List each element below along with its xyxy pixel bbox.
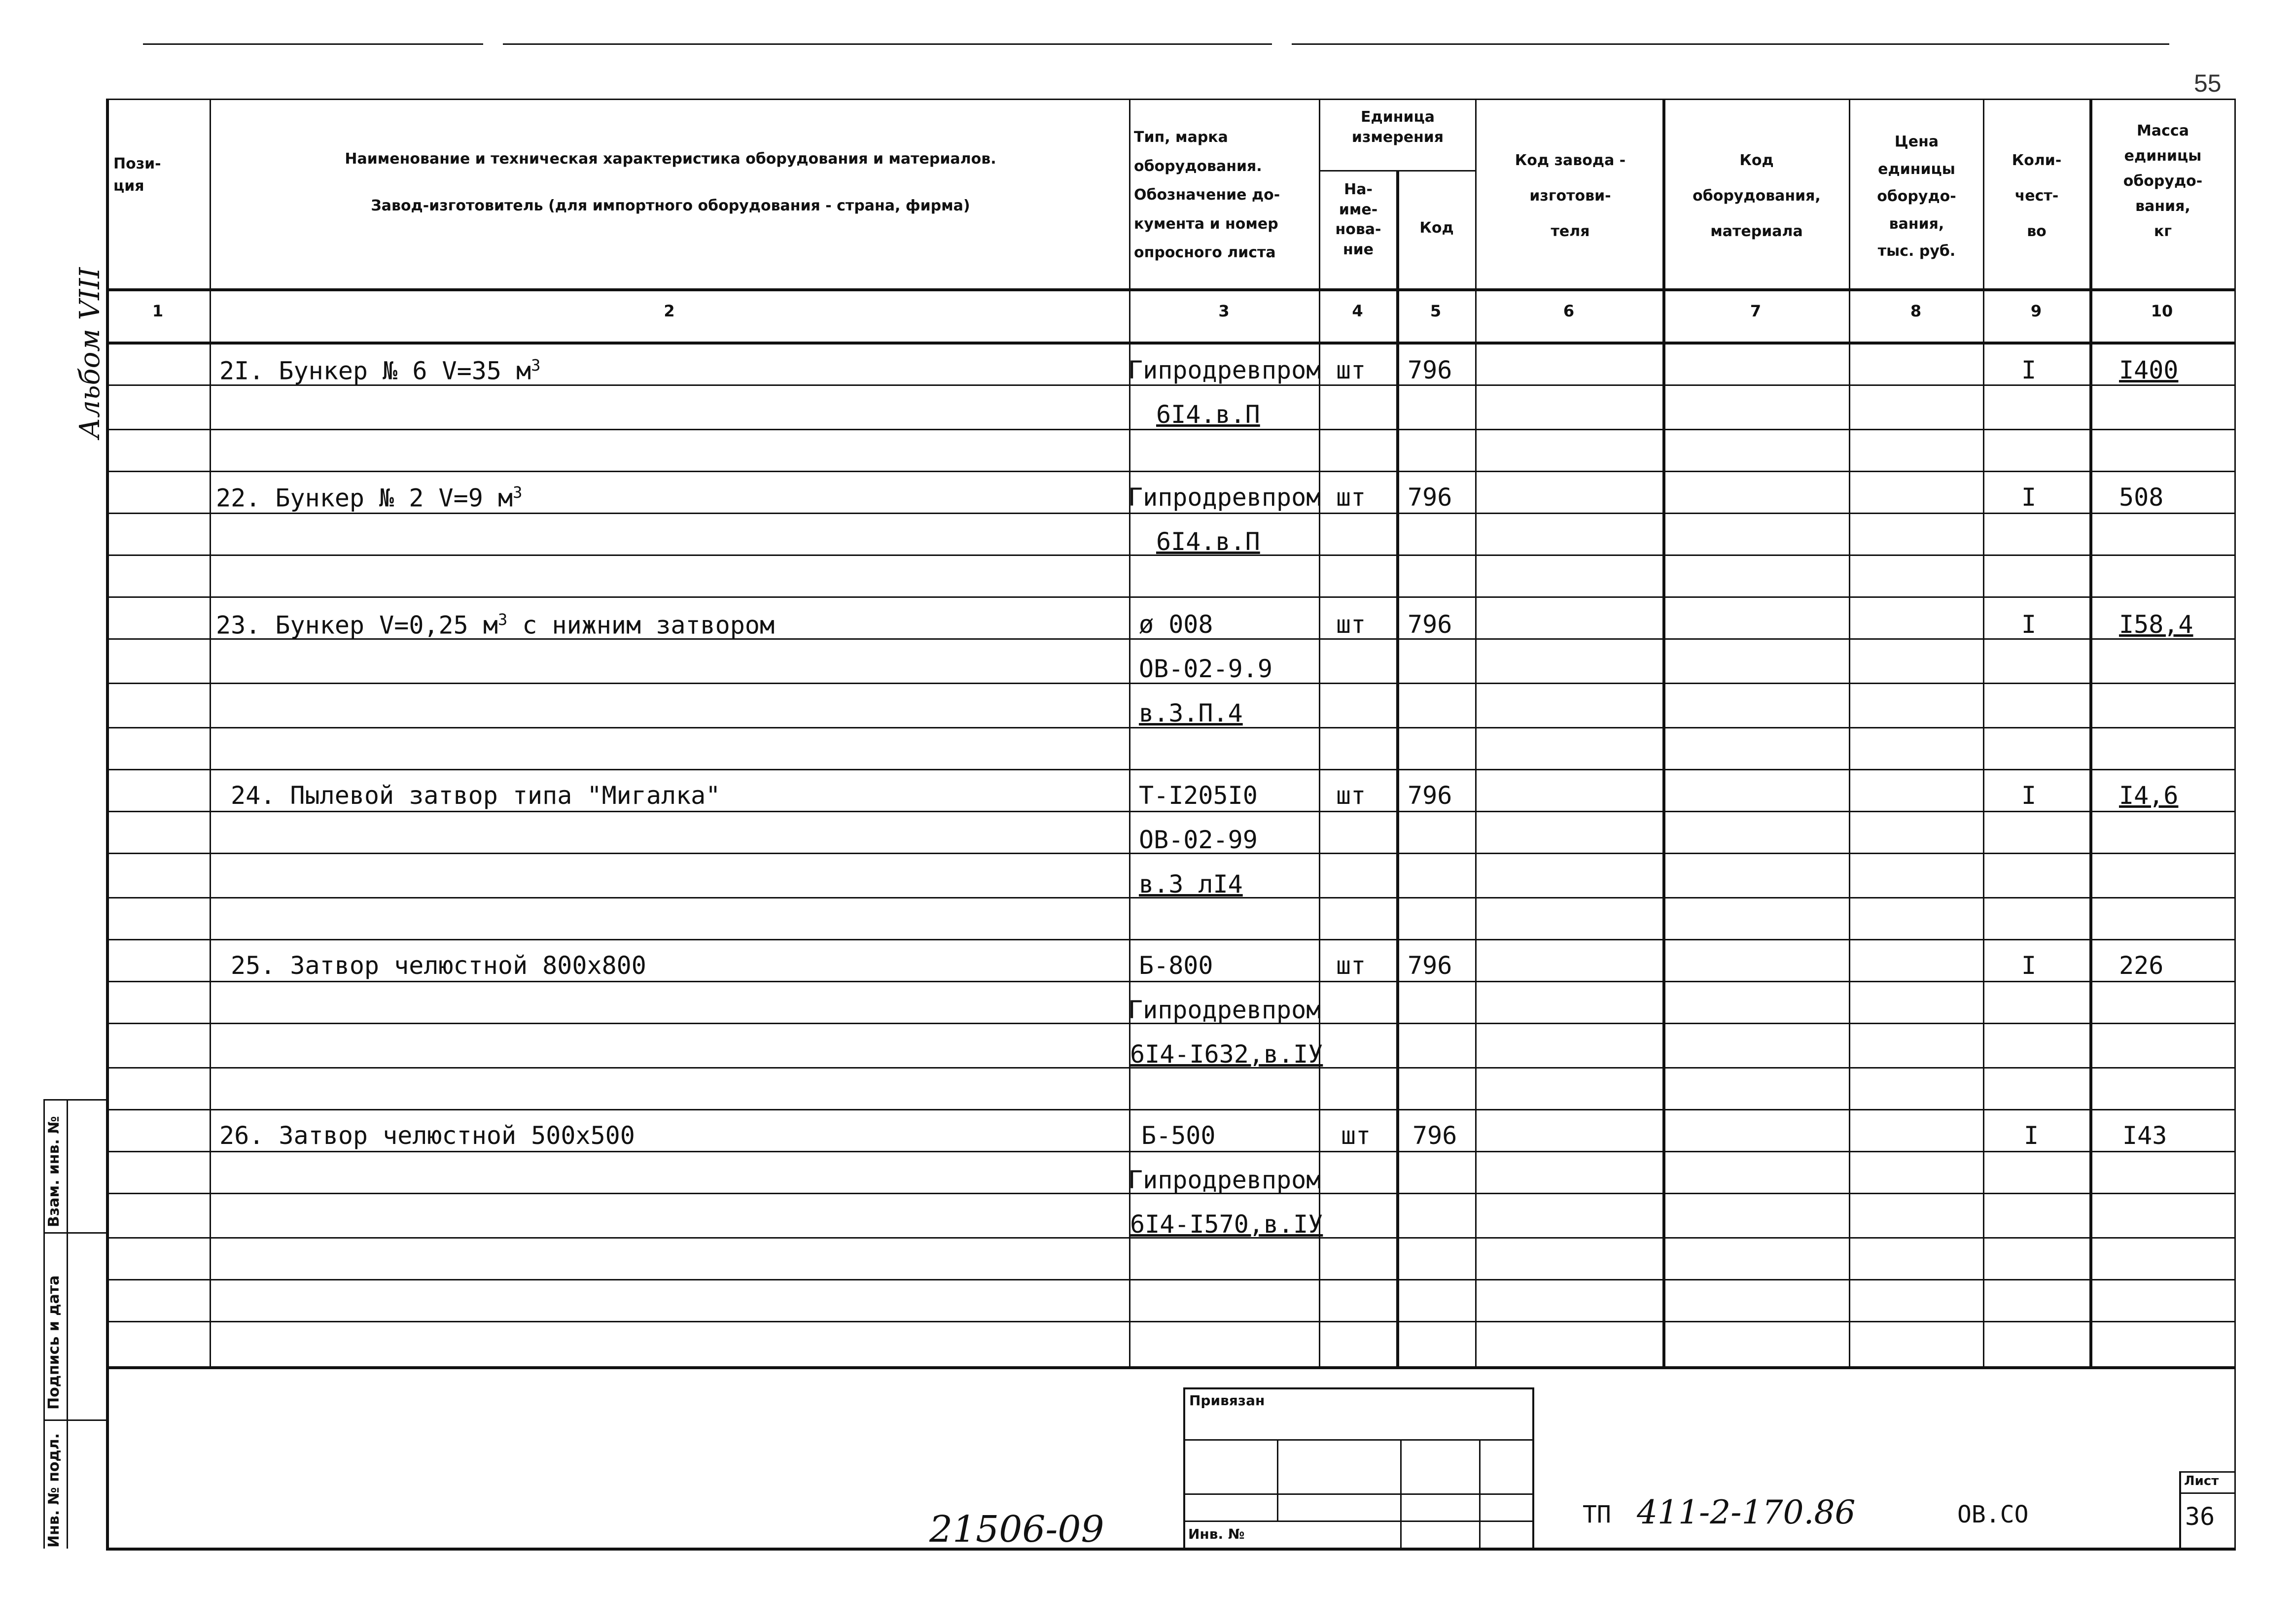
item-24-mass: I4,6: [2119, 781, 2179, 810]
page-number: 55: [2194, 69, 2222, 97]
item-21-name: 2I. Бункер № 6 V=35 $м^3$: [219, 356, 541, 385]
item-25-code: 796: [1408, 951, 1452, 980]
side-strip-div-2: [43, 1419, 107, 1421]
table-row-line: [106, 596, 2236, 598]
col-num-9: 9: [2030, 302, 2042, 320]
unit-group-divider: [1319, 170, 1475, 172]
sheet-label: Лист: [2184, 1474, 2219, 1488]
table-row-line: [106, 429, 2236, 430]
item-22-mass: 508: [2119, 483, 2164, 512]
table-row-line: [106, 811, 2236, 812]
header-name-line2: Завод-изготовитель (для импортного оборудования - страна, фирма): [371, 197, 970, 214]
stamp-col-1: [1277, 1439, 1278, 1520]
item-26-qty: I: [2024, 1121, 2039, 1150]
header-type: Тип, марка оборудования. Обозначение до- кумента и номер опросного листа: [1134, 129, 1280, 261]
col-num-10: 10: [2151, 302, 2173, 320]
header-unit-name: На- име- нова- ние: [1335, 181, 1381, 258]
side-label-podpis: Подпись и дата: [45, 1275, 63, 1410]
item-23-type-3: в.3.П.4: [1139, 699, 1243, 727]
table-row-line: [106, 981, 2236, 982]
doc-prefix: ТП: [1583, 1501, 1611, 1528]
item-23-code: 796: [1408, 610, 1452, 639]
item-22-unit: шт: [1336, 483, 1366, 512]
item-25-type-1: Б-800: [1139, 951, 1213, 980]
item-24-qty: I: [2021, 781, 2037, 810]
header-factory-code: Код завода - изготови- теля: [1515, 152, 1626, 240]
col-num-7: 7: [1750, 302, 1762, 320]
item-26-mass: I43: [2122, 1121, 2167, 1150]
table-row-line: [106, 1279, 2236, 1280]
item-24-type-2: ОВ-02-99: [1139, 826, 1258, 854]
item-21-mass: I400: [2119, 356, 2179, 384]
item-24-type-1: Т-I205I0: [1139, 781, 1258, 810]
header-mass: Масса единицы оборудо- вания, кг: [2123, 122, 2203, 240]
table-row-line: [106, 1109, 2236, 1110]
header-position: Пози- ция: [113, 155, 161, 195]
side-label-inv: Инв. № подл.: [45, 1433, 63, 1548]
item-23-name: 23. Бункер V=0,25 $м^3$ с нижним затвором: [216, 610, 775, 640]
item-22-name: 22. Бункер № 2 V=9 $м^3$: [216, 483, 523, 513]
stamp-box: [1183, 1387, 1534, 1548]
stamp-row-1: [1183, 1439, 1534, 1441]
item-24-name: 24. Пылевой затвор типа "Мигалка": [231, 781, 721, 810]
doc-number: 411-2-170.86: [1637, 1493, 1856, 1531]
col-num-5: 5: [1430, 302, 1442, 320]
header-quantity: Коли- чест- во: [2012, 152, 2062, 240]
col-num-1: 1: [152, 302, 164, 320]
side-label-vzam: Взам. инв. №: [45, 1116, 63, 1227]
stamp-row-3: [1183, 1520, 1534, 1522]
frame-right: [2234, 99, 2236, 1550]
col-num-6: 6: [1563, 302, 1575, 320]
top-rule-mid: [503, 43, 1272, 45]
table-row-line: [106, 769, 2236, 770]
side-strip-left: [43, 1099, 45, 1549]
item-22-type-2: 6I4.в.П: [1156, 527, 1260, 556]
sheet-number: 36: [2185, 1502, 2215, 1531]
item-25-type-3: 6I4-I632,в.IУ: [1130, 1040, 1323, 1069]
item-23-qty: I: [2021, 610, 2037, 639]
frame-top: [106, 99, 2236, 100]
item-21-code: 796: [1408, 356, 1452, 384]
item-24-unit: шт: [1336, 781, 1366, 810]
side-strip-top: [43, 1099, 107, 1101]
item-25-type-2: Гипродревпром: [1128, 996, 1321, 1024]
table-row-line: [106, 513, 2236, 514]
col-num-3: 3: [1218, 302, 1230, 320]
header-name-line1: Наименование и техническая характеристика оборудования и материалов.: [345, 150, 996, 168]
item-23-type-2: ОВ-02-9.9: [1139, 655, 1272, 683]
item-26-type-1: Б-500: [1141, 1121, 1216, 1150]
table-row-line: [106, 1151, 2236, 1152]
side-strip-div-1: [43, 1232, 107, 1234]
frame-bottom: [106, 1548, 2236, 1551]
item-25-qty: I: [2021, 951, 2037, 980]
stamp-col-3: [1479, 1439, 1481, 1548]
item-26-code: 796: [1412, 1121, 1457, 1150]
col-num-2: 2: [664, 302, 675, 320]
table-bottom-rule: [106, 1366, 2236, 1369]
table-row-line: [106, 939, 2236, 940]
header-unit-code: Код: [1419, 219, 1454, 237]
stamp-privyazan: Привязан: [1189, 1392, 1265, 1409]
col-num-4: 4: [1352, 302, 1363, 320]
item-25-mass: 226: [2119, 951, 2164, 980]
stamp-inv-no: Инв. №: [1188, 1526, 1245, 1542]
item-24-code: 796: [1408, 781, 1452, 810]
top-rule-left: [143, 43, 483, 45]
top-rule-right: [1292, 43, 2169, 45]
item-25-unit: шт: [1336, 951, 1366, 980]
stamp-row-2: [1183, 1493, 1534, 1495]
doc-suffix: ОВ.СО: [1957, 1501, 2029, 1528]
item-22-qty: I: [2021, 483, 2037, 512]
item-22-code: 796: [1408, 483, 1452, 512]
sheet-box-divider: [2179, 1492, 2234, 1494]
item-25-name: 25. Затвор челюстной 800х800: [231, 951, 646, 980]
table-row-line: [106, 471, 2236, 472]
handwritten-archive-number: 21506-09: [929, 1508, 1104, 1551]
item-21-type-2: 6I4.в.П: [1156, 400, 1260, 429]
col-num-bottom-rule: [106, 342, 2236, 345]
item-22-type-1: Гипродревпром: [1128, 483, 1321, 512]
item-26-type-2: Гипродревпром: [1128, 1166, 1321, 1194]
item-24-type-3: в.3 лI4: [1139, 870, 1243, 898]
item-21-type-1: Гипродревпром: [1128, 356, 1321, 384]
table-row-line: [106, 1321, 2236, 1322]
header-unit-group: Единица измерения: [1351, 108, 1444, 146]
item-23-type-1: ø 008: [1139, 610, 1213, 639]
header-price: Цена единицы оборудо- вания, тыс. руб.: [1877, 133, 1956, 260]
item-21-qty: I: [2021, 356, 2037, 384]
header-equipment-code: Код оборудования, материала: [1693, 152, 1821, 240]
item-26-type-3: 6I4-I570,в.IУ: [1130, 1210, 1323, 1239]
side-strip-right: [67, 1099, 68, 1549]
item-23-unit: шт: [1336, 610, 1366, 639]
item-26-unit: шт: [1341, 1121, 1371, 1150]
col-num-8: 8: [1910, 302, 1922, 320]
item-26-name: 26. Затвор челюстной 500х500: [219, 1121, 635, 1150]
item-21-unit: шт: [1336, 356, 1366, 384]
stamp-col-2: [1400, 1439, 1402, 1548]
item-23-mass: I58,4: [2119, 610, 2193, 639]
header-bottom-rule: [106, 288, 2236, 291]
album-label: Альбом VIII: [74, 267, 106, 439]
